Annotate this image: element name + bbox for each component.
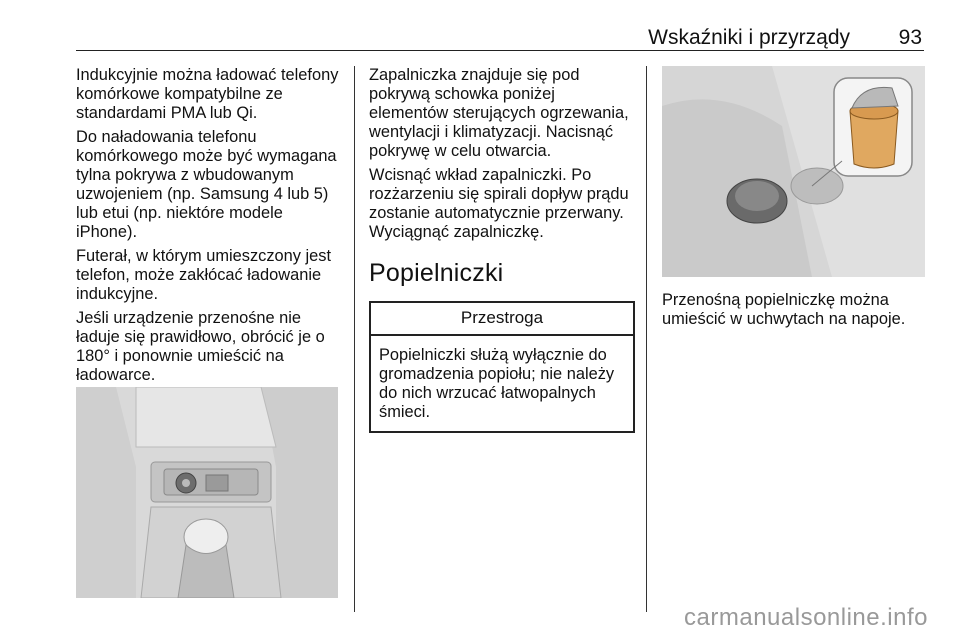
cigarette-lighter-illustration xyxy=(76,387,338,598)
caution-box xyxy=(369,301,635,433)
column-divider xyxy=(354,66,355,612)
portable-ashtray-illustration xyxy=(662,66,925,277)
caution-text: Popielniczki służą wyłącznie do gromadzenia popiołu; nie należy do nich wrzucać łatwopalnych śmieci. xyxy=(379,346,615,421)
paragraph: Indukcyjnie można ładować telefony komórkowe kompatybilne ze standardami PMA lub Qi. xyxy=(76,66,339,122)
header-divider xyxy=(76,50,924,51)
ashtray-drawing xyxy=(662,66,925,277)
paragraph: Wcisnąć wkład zapalniczki. Po rozżarzeniu się spirali dopływ prądu zostanie automatycznie przerwany. Wyciągnąć zapalniczkę. xyxy=(369,166,629,241)
caution-title: Przestroga xyxy=(371,303,633,336)
ashtray-caption: Przenośną popielniczkę można umieścić w uchwytach na napoje. xyxy=(662,291,906,328)
column-divider xyxy=(646,66,647,612)
section-title: Wskaźniki i przyrządy xyxy=(648,26,850,49)
heading-ashtrays: Popielniczki xyxy=(369,259,504,287)
watermark: carmanualsonline.info xyxy=(684,604,928,631)
paragraph: Jeśli urządzenie przenośne nie ładuje się prawidłowo, obrócić je o 180° i ponownie umieścić na ładowarce. xyxy=(76,309,325,384)
page-header xyxy=(0,26,960,52)
lighter-drawing xyxy=(76,387,338,598)
paragraph: Do naładowania telefonu komórkowego może być wymagana tylna pokrywa z wbudowanym uzwojeniem (np. Samsung 4 lub 5) lub etui (np. niektóre modele iPhone). xyxy=(76,128,337,241)
paragraph: Futerał, w którym umieszczony jest telefon, może zakłócać ładowanie indukcyjne. xyxy=(76,247,332,303)
page-number: 93 xyxy=(898,26,922,49)
paragraph: Zapalniczka znajduje się pod pokrywą schowka poniżej elementów sterujących ogrzewania, wentylacji i klimatyzacji. Nacisnąć pokrywę w celu otwarcia. xyxy=(369,66,629,160)
column-2 xyxy=(369,66,635,433)
